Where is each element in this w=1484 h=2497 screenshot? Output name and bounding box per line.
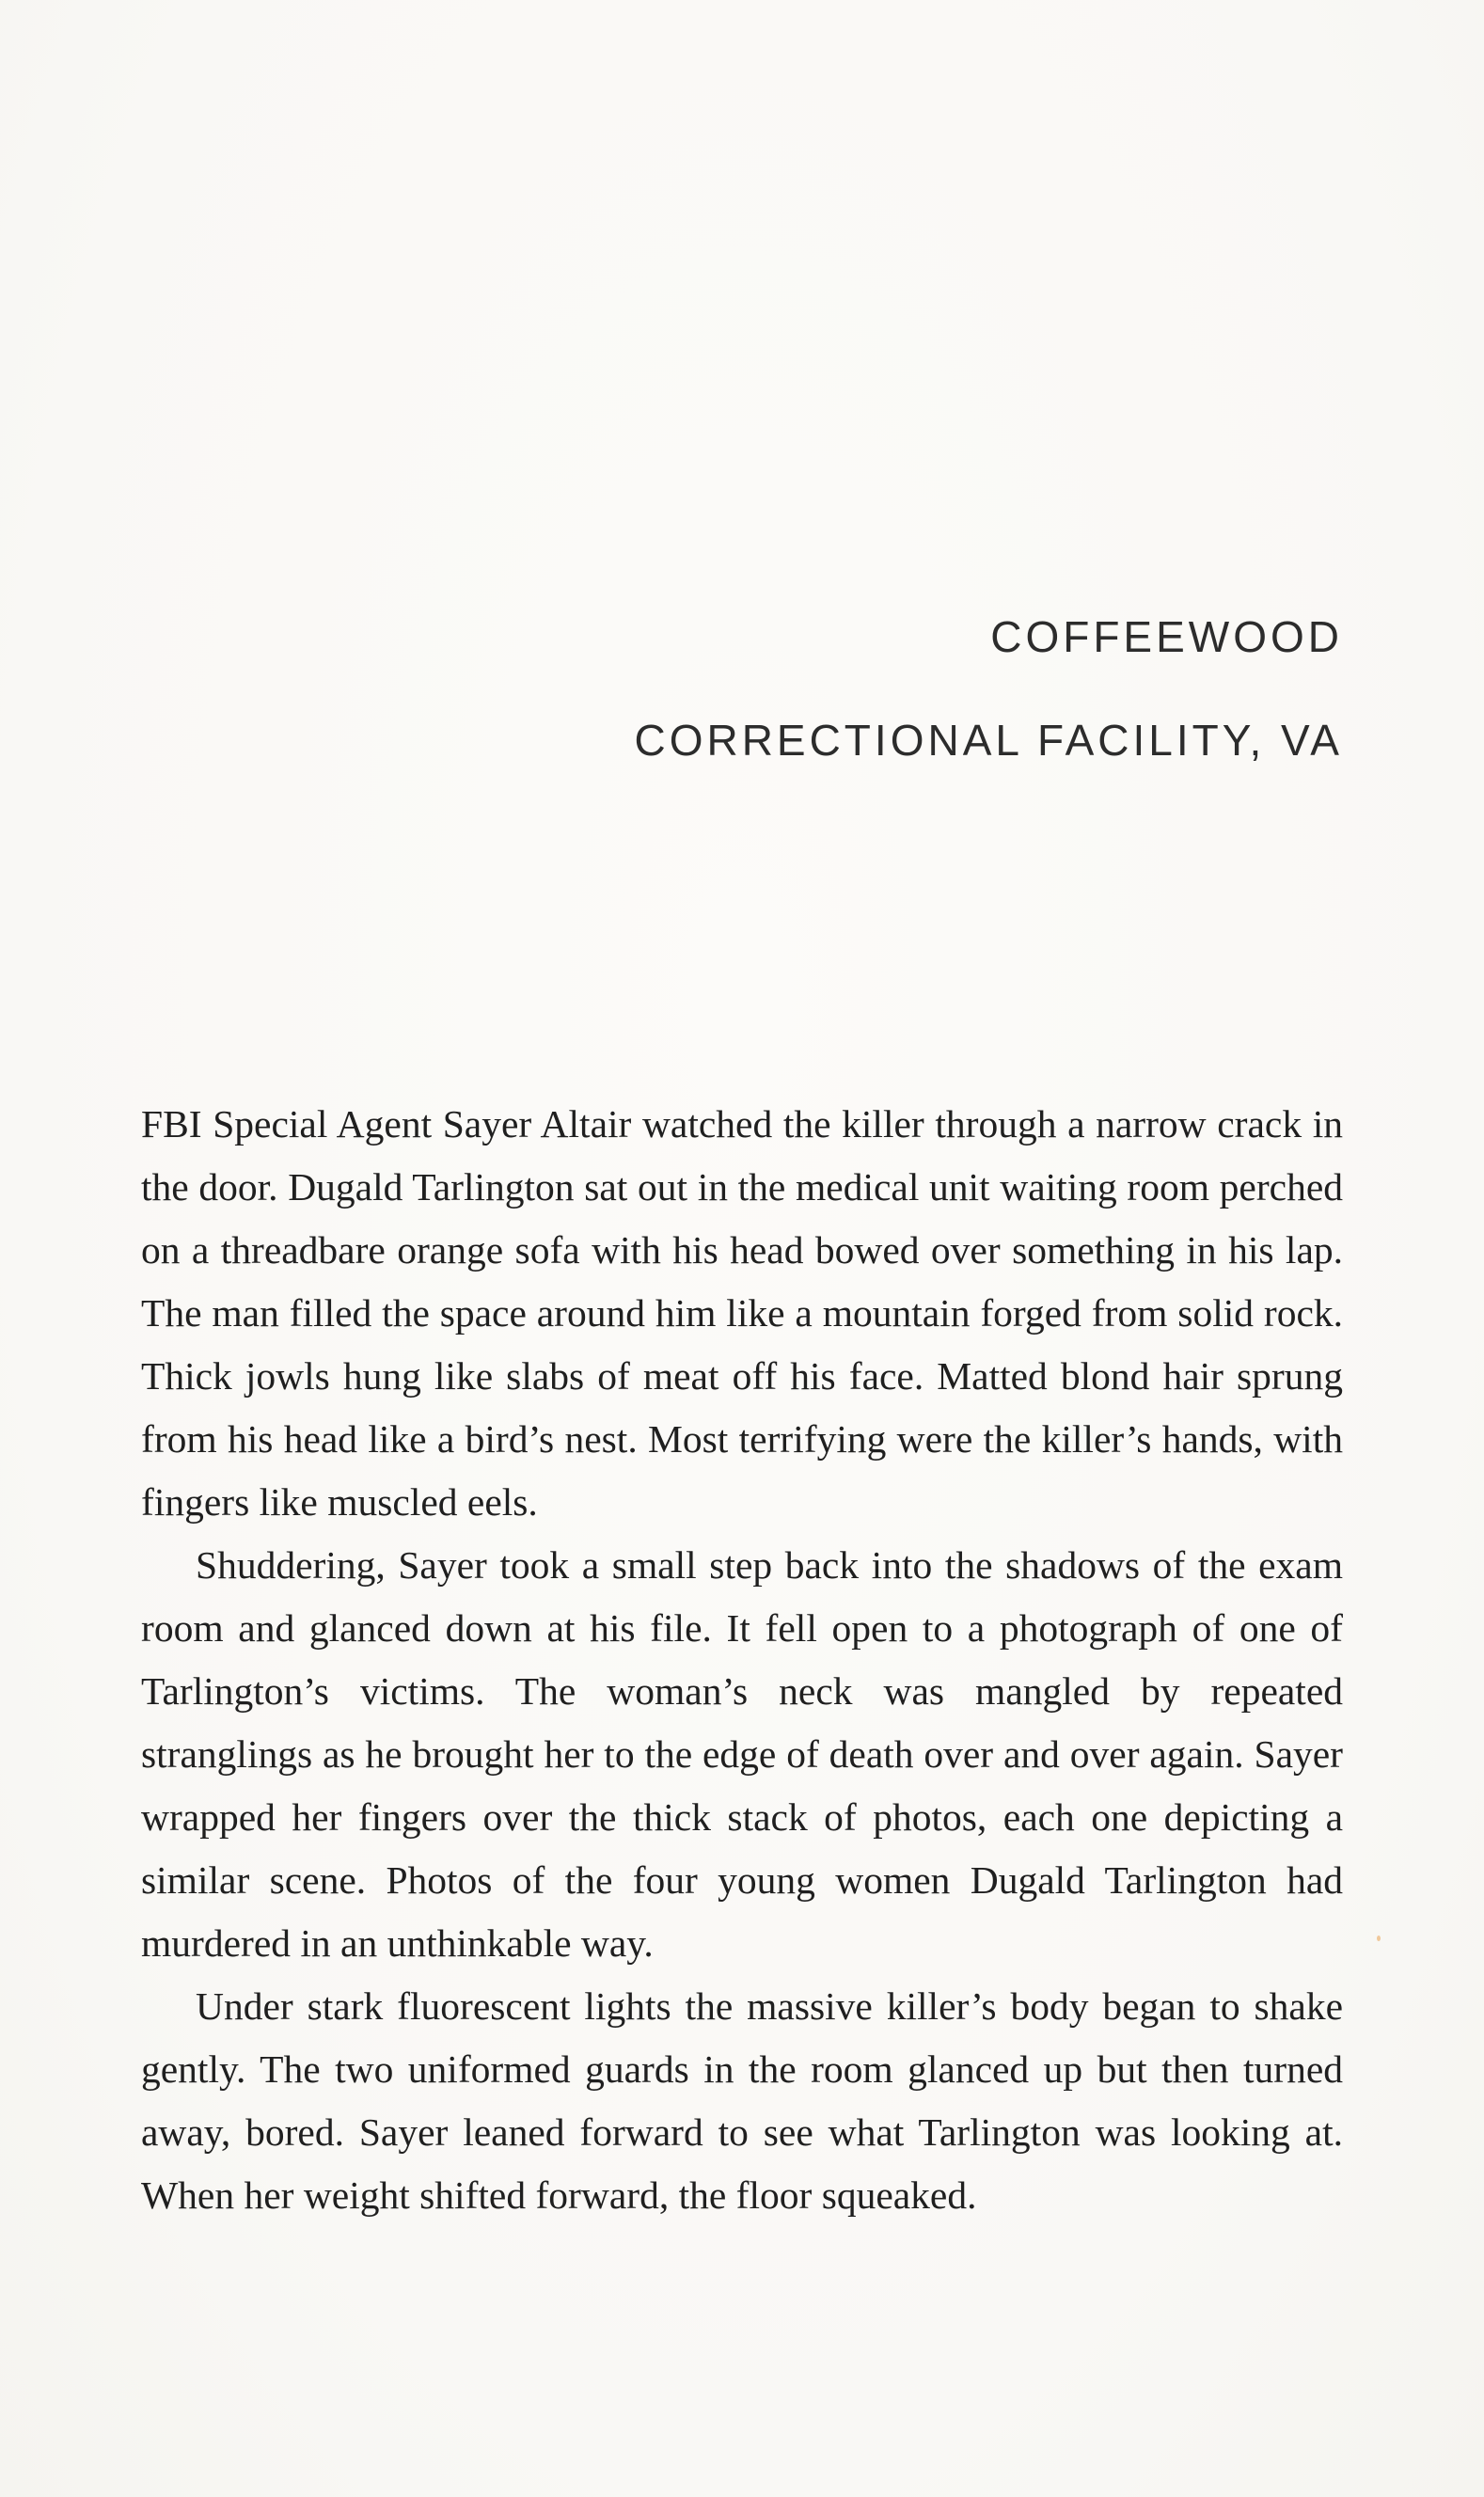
chapter-heading-line2: CORRECTIONAL FACILITY, VA xyxy=(634,716,1343,765)
paragraph-3: Under stark fluorescent lights the massive killer’s body began to shake gently. The two uniformed guards in the room glanced up but then turned away, bored. Sayer leaned forward to see what Tarlington was looking at. When her weight shifted forward, the floor squeaked. xyxy=(141,1984,1343,2217)
body-text xyxy=(141,1093,1343,2227)
paragraph-1: FBI Special Agent Sayer Altair watched the killer through a narrow crack in the door. Dugald Tarlington sat out in the medical unit waiting room perched on a threadbare orange sofa with his head bowed over something in his lap. The man filled the space around him like a mountain forged from solid rock. Thick jowls hung like slabs of meat off his face. Matted blond hair sprung from his head like a bird’s nest. Most terrifying were the killer’s hands, with fingers like muscled eels. xyxy=(141,1102,1343,1524)
paragraph-2: Shuddering, Sayer took a small step back into the shadows of the exam room and glanced down at his file. It fell open to a photograph of one of Tarlington’s victims. The woman’s neck was mangled by repeated stranglings as he brought her to the edge of death over and over again. Sayer wrapped her fingers over the thick stack of photos, each one depicting a similar scene. Photos of the four young women Dugald Tarlington had murdered in an unthinkable way. xyxy=(141,1543,1343,1965)
paper-speck xyxy=(1377,1936,1381,1941)
chapter-heading-line1: COFFEEWOOD xyxy=(990,612,1343,661)
